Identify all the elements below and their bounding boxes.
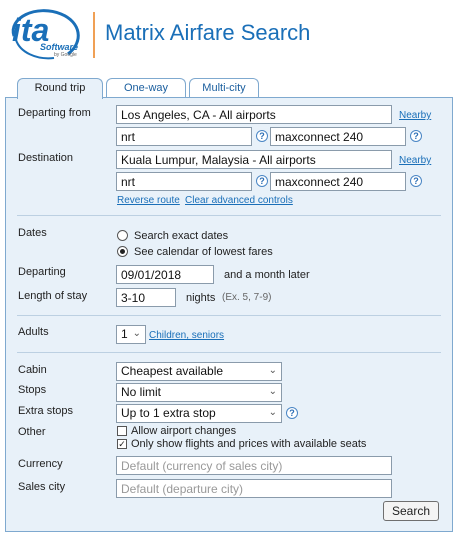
- ita-software-logo: [6, 6, 86, 62]
- exact-dates-radio[interactable]: [117, 230, 128, 241]
- departing-from-input[interactable]: [116, 105, 392, 124]
- header-divider: [93, 12, 95, 58]
- departing-date-label: Departing: [18, 266, 66, 278]
- chevron-down-icon: ⌄: [268, 386, 277, 397]
- extension-help-icon[interactable]: ?: [410, 175, 422, 187]
- currency-label: Currency: [18, 458, 63, 470]
- departing-from-label: Departing from: [18, 107, 91, 119]
- adults-label: Adults: [18, 326, 49, 338]
- logo-byline: by Google: [54, 52, 77, 58]
- length-of-stay-label: Length of stay: [18, 290, 88, 302]
- tab-one-way[interactable]: One-way: [106, 78, 186, 98]
- departing-range-text: and a month later: [224, 269, 310, 281]
- currency-input[interactable]: [116, 456, 392, 475]
- logo-text: ita: [12, 12, 50, 48]
- search-button[interactable]: Search: [383, 501, 439, 521]
- adults-value: 1: [121, 327, 128, 341]
- destination-input[interactable]: [116, 150, 392, 169]
- extra-stops-select[interactable]: [116, 404, 282, 423]
- chevron-down-icon: ⌄: [268, 407, 277, 418]
- clear-advanced-controls-link[interactable]: Clear advanced controls: [185, 195, 293, 206]
- section-divider: [17, 315, 441, 316]
- dates-label: Dates: [18, 227, 47, 239]
- nearby-origin-link[interactable]: Nearby: [399, 110, 432, 121]
- destination-routing-input[interactable]: [116, 172, 252, 191]
- stops-label: Stops: [18, 384, 47, 396]
- origin-routing-input[interactable]: [116, 127, 252, 146]
- destination-label: Destination: [18, 152, 74, 164]
- adults-select[interactable]: [116, 325, 146, 344]
- cabin-label: Cabin: [18, 364, 47, 376]
- extra-stops-value: Up to 1 extra stop: [121, 406, 216, 420]
- cabin-select[interactable]: [116, 362, 282, 381]
- calendar-fares-radio[interactable]: [117, 246, 128, 257]
- section-divider: [17, 352, 441, 353]
- sales-city-input[interactable]: [116, 479, 392, 498]
- calendar-fares-label: See calendar of lowest fares: [134, 246, 273, 258]
- nights-label: nights: [186, 292, 216, 304]
- reverse-route-link[interactable]: Reverse route: [117, 195, 180, 206]
- page-title: Matrix Airfare Search: [105, 20, 311, 45]
- stay-example-hint: (Ex. 5, 7-9): [222, 292, 272, 303]
- available-seats-label: Only show flights and prices with available seats: [131, 438, 367, 450]
- destination-extension-input[interactable]: [270, 172, 406, 191]
- cabin-value: Cheapest available: [121, 364, 224, 378]
- nearby-destination-link[interactable]: Nearby: [399, 155, 432, 166]
- extra-stops-help-icon[interactable]: ?: [286, 407, 298, 419]
- other-label: Other: [18, 426, 46, 438]
- tab-multi-city[interactable]: Multi-city: [189, 78, 259, 98]
- logo-subtext: Software: [40, 42, 79, 52]
- section-divider: [17, 215, 441, 216]
- extra-stops-label: Extra stops: [18, 405, 74, 417]
- exact-dates-label: Search exact dates: [134, 230, 229, 242]
- departing-date-input[interactable]: [116, 265, 214, 284]
- allow-airport-changes-checkbox[interactable]: [117, 426, 127, 436]
- stops-value: No limit: [121, 385, 162, 399]
- allow-airport-changes-label: Allow airport changes: [131, 425, 237, 437]
- origin-extension-input[interactable]: [270, 127, 406, 146]
- routing-help-icon[interactable]: ?: [256, 175, 268, 187]
- children-seniors-link[interactable]: Children, seniors: [149, 330, 225, 341]
- length-of-stay-input[interactable]: [116, 288, 176, 307]
- tab-round-trip[interactable]: Round trip: [17, 78, 103, 99]
- stops-select[interactable]: [116, 383, 282, 402]
- extension-help-icon[interactable]: ?: [410, 130, 422, 142]
- chevron-down-icon: ⌄: [132, 328, 141, 339]
- chevron-down-icon: ⌄: [268, 365, 277, 376]
- routing-help-icon[interactable]: ?: [256, 130, 268, 142]
- sales-city-label: Sales city: [18, 481, 66, 493]
- available-seats-checkbox[interactable]: ✓: [118, 439, 126, 449]
